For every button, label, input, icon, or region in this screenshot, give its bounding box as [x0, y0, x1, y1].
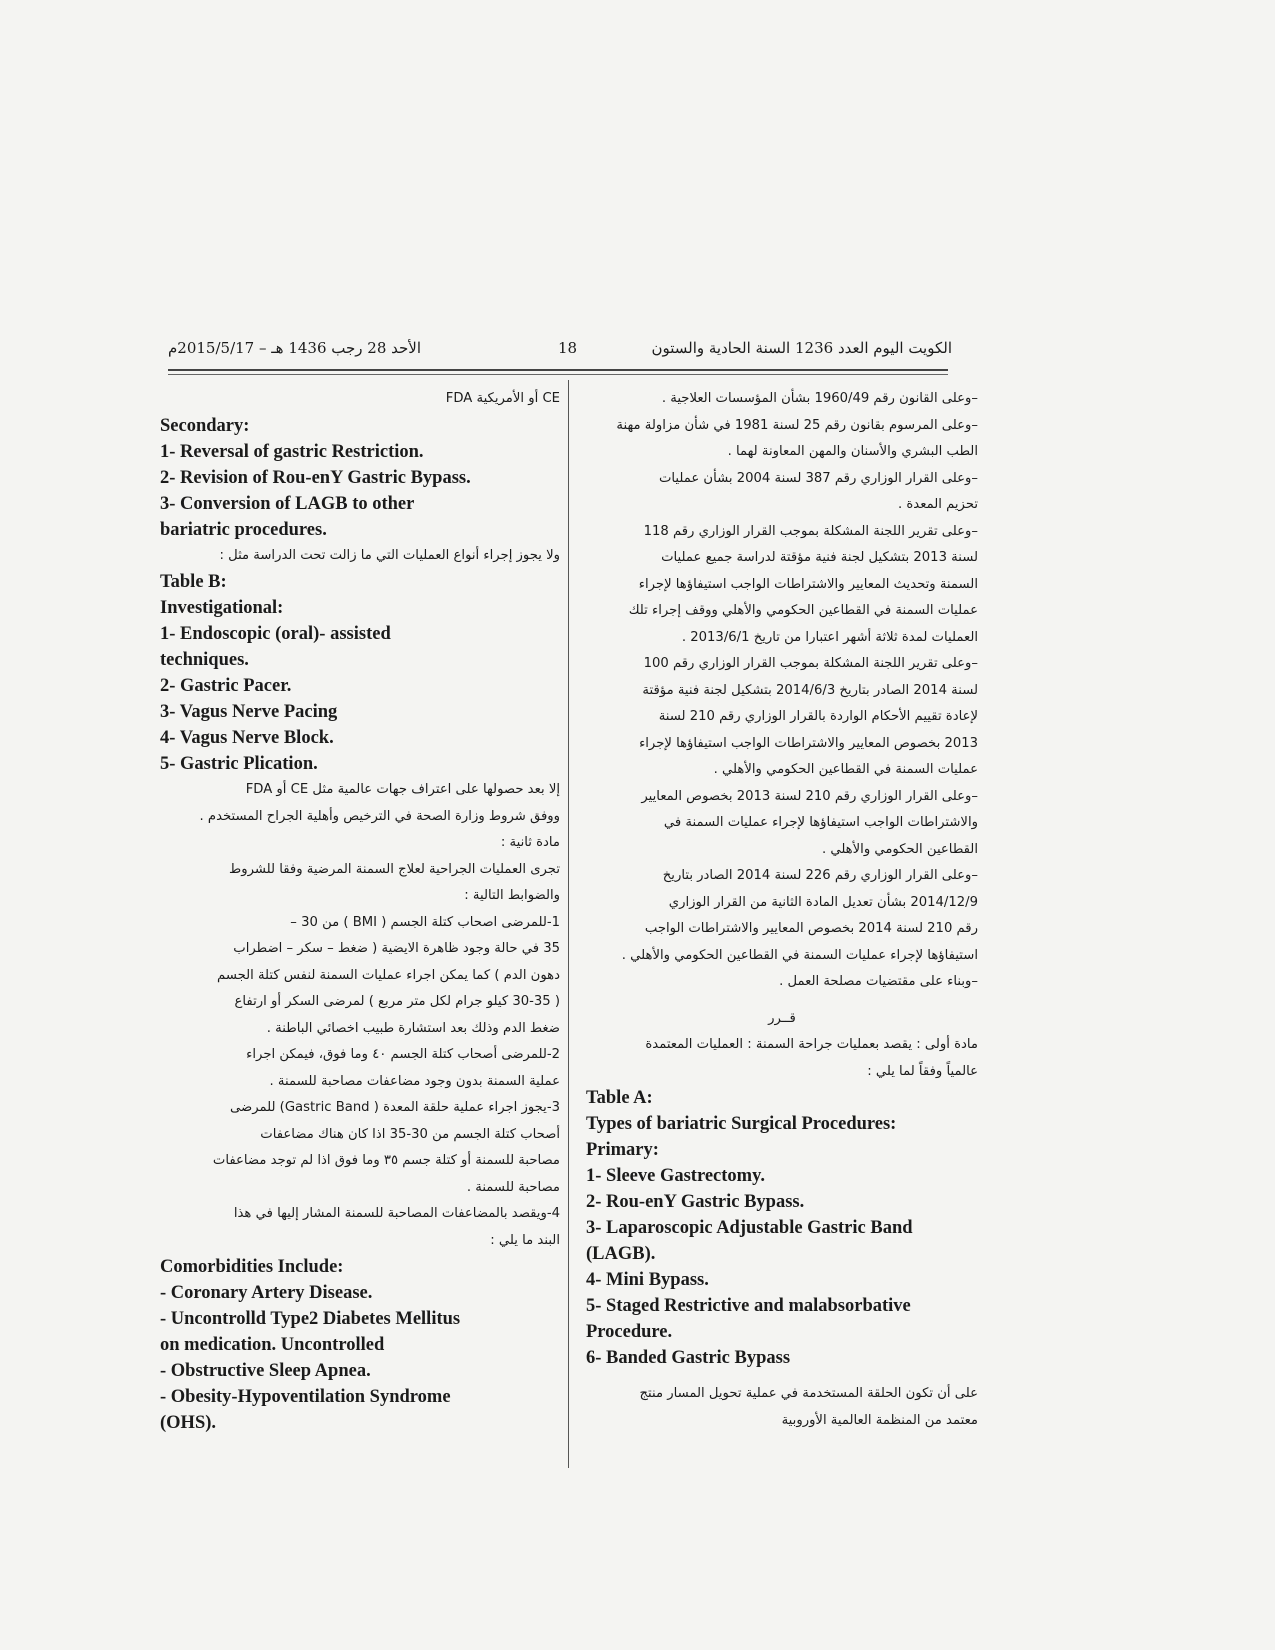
arabic-text-line: 2-للمرضى أصحاب كتلة الجسم ٤٠ وما فوق، فيمكن اجراء [246, 1047, 560, 1062]
arabic-text-line: ( 30-35 كيلو جرام لكل متر مربع ) لمرضى السكر أو ارتفاع [234, 994, 560, 1009]
arabic-text-line: الطب البشري والأسنان والمهن المعاونة لهما . [727, 444, 978, 459]
english-text-line: - Obesity-Hypoventilation Syndrome [160, 1387, 451, 1407]
english-text-line: Comorbidities Include: [160, 1257, 344, 1277]
arabic-text-line: إلا بعد حصولها على اعتراف جهات عالمية مثل CE أو FDA [245, 782, 560, 797]
arabic-text-line: عمليات السمنة في القطاعين الحكومي والأهلي . [713, 762, 978, 777]
arabic-text-line: رقم 210 لسنة 2014 بخصوص المعايير والاشتراطات الواجب [644, 921, 978, 936]
arabic-text-line: لسنة 2014 الصادر بتاريخ 2014/6/3 بتشكيل لجنة فنية مؤقتة [642, 682, 978, 698]
arabic-text-line: العمليات لمدة ثلاثة أشهر اعتبارا من تاريخ 2013/6/1 . [681, 629, 978, 645]
arabic-text-line: عمليات السمنة في القطاعين الحكومي والأهلي ووقف إجراء تلك [628, 603, 978, 618]
english-text-line: - Coronary Artery Disease. [160, 1283, 373, 1303]
arabic-text-line: CE أو الأمريكية FDA [445, 391, 560, 406]
english-text-line: Secondary: [160, 415, 250, 436]
arabic-text-line: ولا يجوز إجراء أنواع العمليات التي ما زالت تحت الدراسة مثل : [219, 547, 560, 563]
arabic-text-line: –وعلى القرار الوزاري رقم 226 لسنة 2014 الصادر بتاريخ [662, 868, 978, 883]
arabic-text-line: –وعلى المرسوم بقانون رقم 25 لسنة 1981 في شأن مزاولة مهنة [616, 417, 978, 433]
arabic-text-line: البند ما يلي : [490, 1232, 560, 1248]
english-text-line: techniques. [160, 650, 249, 670]
arabic-text-line: –وعلى القرار الوزاري رقم 387 لسنة 2004 بشأن عمليات [658, 470, 978, 486]
arabic-text-line: القطاعين الحكومي والأهلي . [821, 841, 978, 857]
arabic-text-line: –وبناء على مقتضيات مصلحة العمل . [779, 974, 978, 989]
arabic-text-line: دهون الدم ) كما يمكن اجراء عمليات السمنة لنفس كتلة الجسم [217, 967, 560, 983]
header-rule [168, 369, 948, 371]
english-text-line: 2- Gastric Pacer. [160, 676, 292, 696]
english-text-line: Types of bariatric Surgical Procedures: [586, 1114, 897, 1134]
english-text-line: - Obstructive Sleep Apnea. [160, 1361, 371, 1381]
arabic-text-line: لسنة 2013 بتشكيل لجنة فنية مؤقتة لدراسة جميع عمليات [661, 550, 978, 565]
arabic-text-line: 3-يجوز اجراء عملية حلقة المعدة ( Gastric Band) للمرضى [230, 1100, 560, 1115]
arabic-text-line: أصحاب كتلة الجسم من 30-35 اذا كان هناك مضاعفات [260, 1126, 560, 1142]
header-rule-thin [168, 374, 948, 375]
english-text-line: on medication. Uncontrolled [160, 1335, 385, 1355]
english-text-line: 1- Sleeve Gastrectomy. [586, 1166, 765, 1186]
english-text-line: Table B: [160, 572, 227, 592]
english-text-line: (LAGB). [586, 1244, 656, 1264]
right-column [586, 386, 978, 1434]
arabic-text-line: مادة ثانية : [500, 835, 560, 850]
arabic-text-line: مصاحبة للسمنة أو كتلة جسم ٣٥ وما فوق اذا لم توجد مضاعفات [212, 1153, 560, 1168]
arabic-text-line: السمنة وتحديث المعايير والاشتراطات الواجب استيفاؤها لإجراء [638, 576, 978, 592]
header-issue: الكويت اليوم العدد 1236 السنة الحادية والستون [651, 339, 952, 357]
arabic-text-line: –وعلى القانون رقم 1960/49 بشأن المؤسسات العلاجية . [661, 391, 978, 406]
arabic-text-line: عملية السمنة بدون وجود مضاعفات مصاحبة للسمنة . [269, 1073, 560, 1089]
english-text-line: Investigational: [160, 598, 284, 618]
english-text-line: 3- Conversion of LAGB to other [160, 493, 415, 514]
english-text-line: 1- Reversal of gastric Restriction. [160, 441, 424, 462]
english-text-line: 2- Revision of Rou-enY Gastric Bypass. [160, 467, 471, 488]
spacer [586, 996, 978, 1006]
arabic-text-line: والضوابط التالية : [464, 888, 560, 903]
english-text-line: Procedure. [586, 1322, 673, 1342]
arabic-text-line: –وعلى تقرير اللجنة المشكلة بموجب القرار الوزاري رقم 118 [643, 523, 978, 539]
arabic-text-line: تحزيم المعدة . [898, 497, 978, 512]
page-header [168, 339, 952, 367]
english-text-line: 1- Endoscopic (oral)- assisted [160, 624, 391, 644]
arabic-text-line: مادة أولى : يقصد بعمليات جراحة السمنة : العمليات المعتمدة [645, 1037, 978, 1052]
english-text-line: 6- Banded Gastric Bypass [586, 1348, 791, 1368]
arabic-text-line: على أن تكون الحلقة المستخدمة في عملية تحويل المسار منتج [639, 1386, 978, 1401]
left-column [160, 386, 560, 1436]
arabic-text-line: 2014/12/9 بشأن تعديل المادة الثانية من القرار الوزاري [668, 894, 978, 910]
english-text-line: 3- Vagus Nerve Pacing [160, 702, 338, 722]
english-text-line: Primary: [586, 1140, 659, 1160]
arabic-text-line: ووفق شروط وزارة الصحة في الترخيص وأهلية الجراح المستخدم . [199, 808, 560, 824]
english-text-line: Table A: [586, 1088, 653, 1108]
english-text-line: 3- Laparoscopic Adjustable Gastric Band [586, 1218, 913, 1238]
header-page-number: 18 [558, 339, 578, 357]
arabic-text-line: لإعادة تقييم الأحكام الواردة بالقرار الوزاري رقم 210 لسنة [658, 709, 978, 724]
arabic-text-line: تجرى العمليات الجراحية لعلاج السمنة المرضية وفقا للشروط [229, 861, 560, 877]
english-text-line: 5- Staged Restrictive and malabsorbative [586, 1296, 911, 1316]
arabic-text-line: 2013 بخصوص المعايير والاشتراطات الواجب استيفاؤها لإجراء [639, 735, 978, 751]
arabic-text-line: والاشتراطات الواجب استيفاؤها لإجراء عمليات السمنة في [663, 815, 978, 830]
arabic-text-line: –وعلى القرار الوزاري رقم 210 لسنة 2013 بخصوص المعايير [641, 788, 978, 804]
arabic-text-line: مصاحبة للسمنة . [466, 1179, 560, 1195]
english-text-line: 2- Rou-enY Gastric Bypass. [586, 1192, 805, 1212]
arabic-text-line: استيفاؤها لإجراء عمليات السمنة في القطاعين الحكومي والأهلي . [621, 947, 978, 963]
english-text-line: - Uncontrolld Type2 Diabetes Mellitus [160, 1309, 461, 1329]
arabic-text-line: 1-للمرضى اصحاب كتلة الجسم ( BMI ) من 30 – [290, 914, 560, 930]
arabic-text-line: –وعلى تقرير اللجنة المشكلة بموجب القرار الوزاري رقم 100 [643, 656, 978, 671]
spacer [586, 1371, 978, 1381]
arabic-text-line: ضغط الدم وذلك بعد استشارة طبيب اخصائي الباطنة . [266, 1020, 560, 1036]
english-text-line: 4- Mini Bypass. [586, 1270, 709, 1290]
english-text-line: 5- Gastric Plication. [160, 754, 318, 774]
english-text-line: (OHS). [160, 1413, 217, 1433]
arabic-text-line: 35 في حالة وجود ظاهرة الايضية ( ضغط – سكر – اضطراب [233, 941, 560, 956]
header-date: الأحد 28 رجب 1436 هـ – 2015/5/17م [168, 339, 422, 357]
english-text-line: 4- Vagus Nerve Block. [160, 728, 334, 748]
arabic-text-line: معتمد من المنظمة العالمية الأوروبية [781, 1412, 978, 1428]
english-text-line: bariatric procedures. [160, 519, 327, 540]
arabic-text-line: عالمياً وفقاً لما يلي : [867, 1063, 978, 1079]
decision-heading: قــرر [768, 1010, 796, 1026]
arabic-text-line: 4-ويقصد بالمضاعفات المصاحبة للسمنة المشار إليها في هذا [233, 1206, 560, 1221]
column-divider [568, 380, 569, 1468]
